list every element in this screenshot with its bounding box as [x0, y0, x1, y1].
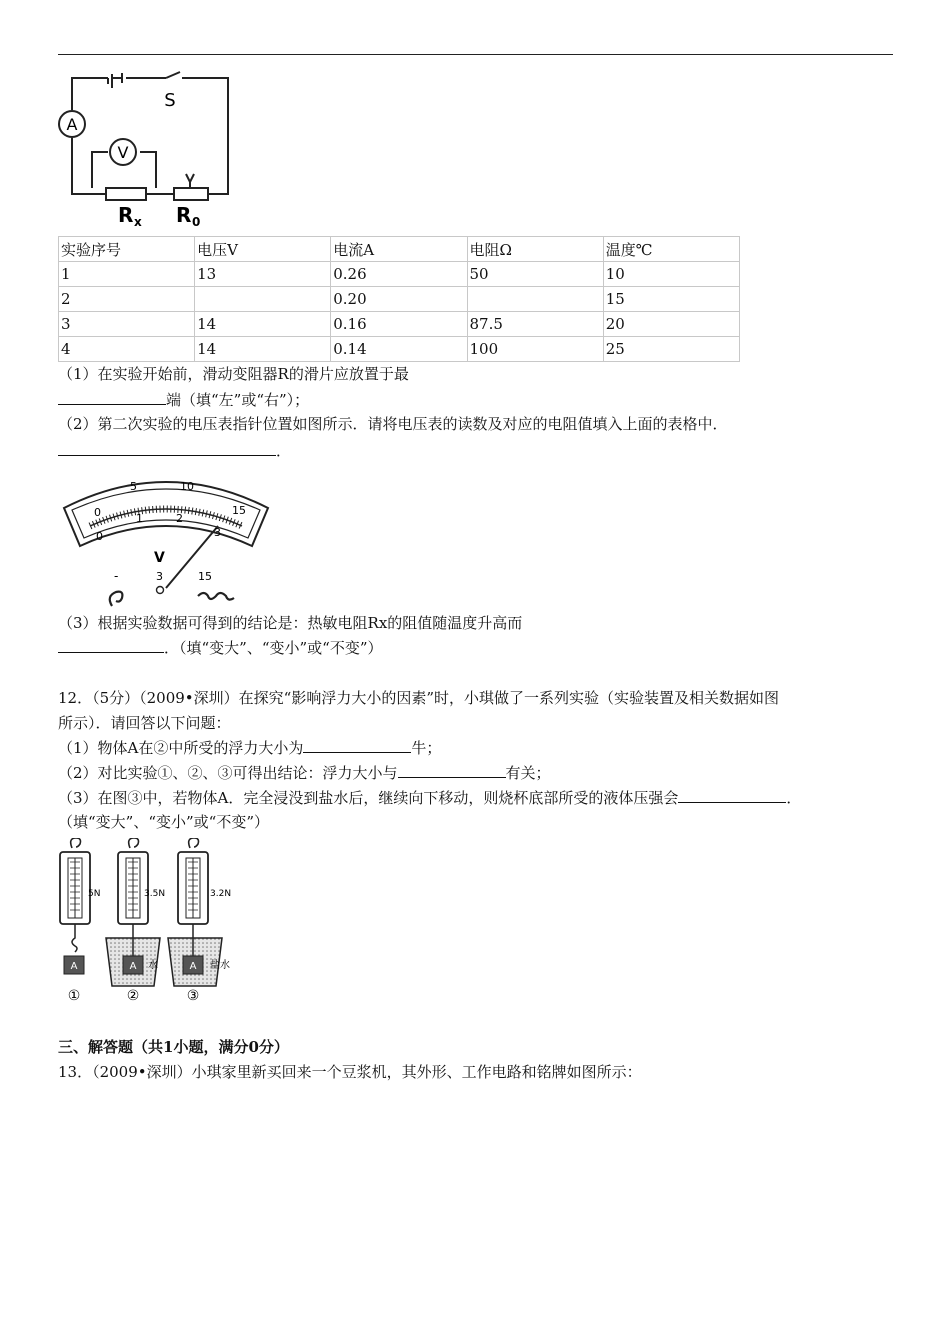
terminal-label-15: 15	[198, 570, 212, 583]
table-cell: 0.14	[331, 337, 467, 362]
table-header-cell: 实验序号	[59, 237, 195, 262]
rx-subscript: x	[134, 215, 142, 229]
q12-part1-text: （1）物体A在②中所受的浮力大小为	[58, 739, 304, 757]
q11-part1-line2	[58, 389, 309, 410]
table-cell: 100	[467, 337, 603, 362]
object-a-label: A	[129, 961, 137, 972]
terminal-label-neg: -	[114, 569, 119, 583]
table-cell: 14	[195, 312, 331, 337]
table-cell	[195, 287, 331, 312]
figure-number: ③	[186, 988, 200, 1004]
balance-3-reading: 3.2N	[210, 889, 232, 899]
q12-part1-tail: 牛；	[411, 739, 442, 757]
table-cell: 0.16	[331, 312, 467, 337]
table-row	[59, 337, 740, 362]
table-row	[59, 287, 740, 312]
table-cell: 4	[59, 337, 195, 362]
balance-3	[168, 838, 231, 1004]
table-cell: 50	[467, 262, 603, 287]
table-cell: 0.26	[331, 262, 467, 287]
dial-upper-tick: 10	[180, 480, 194, 493]
table-row	[59, 312, 740, 337]
q12-part1	[58, 737, 441, 758]
table-cell: 20	[603, 312, 739, 337]
dial-lower-tick: 1	[136, 512, 143, 525]
q12-part3-text: （3）在图③中，若物体A．完全浸没到盐水后，继续向下移动，则烧杯底部所受的液体压强会	[58, 789, 679, 807]
q12-part3-tail: ．	[786, 789, 802, 807]
r0-subscript: 0	[192, 215, 201, 229]
q11-part1-line1: （1）在实验开始前，滑动变阻器R的滑片应放置于最	[58, 365, 409, 383]
q12-part2	[58, 762, 551, 783]
table-cell: 3	[59, 312, 195, 337]
dial-upper-tick: 15	[232, 504, 246, 517]
dial-unit: V	[154, 550, 165, 566]
q11-part3-tail: ．（填“变大”、“变小”或“不变”）	[164, 639, 383, 657]
answer-blank[interactable]	[678, 787, 786, 803]
dial-upper-tick: 0	[94, 506, 101, 519]
q11-part3-line1: （3）根据实验数据可得到的结论是：热敏电阻Rx的阻值随温度升高而	[58, 614, 523, 632]
figure-number: ①	[67, 988, 81, 1004]
q12-stem-line2: 所示）．请回答以下问题：	[58, 714, 231, 732]
liquid-label-brine: 盐水	[210, 960, 230, 971]
object-a-label: A	[70, 961, 78, 972]
balance-2	[106, 838, 165, 1004]
table-header-row	[59, 237, 740, 262]
table-cell: 2	[59, 287, 195, 312]
table-header-cell: 温度℃	[603, 237, 739, 262]
q13-stem: 13．（2009•深圳）小琪家里新买回来一个豆浆机，其外形、工作电路和铭牌如图所示：	[58, 1063, 642, 1081]
answer-blank[interactable]	[398, 762, 506, 778]
q11-part2-end: ．	[276, 442, 292, 460]
table-cell: 15	[603, 287, 739, 312]
r0-label: R	[176, 203, 192, 227]
header-rule	[58, 54, 893, 55]
balance-1	[60, 838, 100, 1004]
q12-part2-tail: 有关；	[505, 764, 551, 782]
table-cell: 10	[603, 262, 739, 287]
answer-blank[interactable]	[58, 389, 166, 405]
answer-blank[interactable]	[58, 440, 276, 456]
q11-part1-tail: 端（填“左”或“右”）；	[166, 391, 310, 409]
q12-stem-line1: 12．（5分）（2009•深圳）在探究“影响浮力大小的因素”时，小琪做了一系列实验（实验装置及相关数据如图	[58, 689, 779, 707]
table-cell: 13	[195, 262, 331, 287]
table-cell: 25	[603, 337, 739, 362]
q12-part2-text: （2）对比实验①、②、③可得出结论：浮力大小与	[58, 764, 398, 782]
table-header-cell: 电阻Ω	[467, 237, 603, 262]
terminal-3	[157, 587, 164, 594]
balance-1-reading: 5N	[88, 889, 101, 899]
balance-2-reading: 3.5N	[144, 889, 166, 899]
voltmeter-label: V	[117, 143, 129, 162]
table-cell: 14	[195, 337, 331, 362]
table-cell: 1	[59, 262, 195, 287]
q12-part3	[58, 787, 801, 808]
table-header-cell: 电流A	[331, 237, 467, 262]
object-a-label: A	[189, 961, 197, 972]
q11-part3-line2	[58, 637, 383, 658]
terminal-label-3: 3	[156, 570, 163, 583]
switch-label: S	[164, 90, 176, 111]
experiment-table	[58, 236, 740, 362]
table-cell	[467, 287, 603, 312]
liquid-label-water: 水	[148, 960, 158, 971]
ammeter-label: A	[66, 115, 78, 134]
voltmeter-dial	[56, 468, 276, 610]
figure-number: ②	[126, 988, 140, 1004]
dial-lower-tick: 3	[214, 526, 221, 539]
q12-part3-hint: （填“变大”、“变小”或“不变”）	[58, 813, 270, 831]
table-header-cell: 电压V	[195, 237, 331, 262]
terminal-neg-wire	[110, 592, 123, 606]
answer-blank[interactable]	[303, 737, 411, 753]
q11-part2-answer	[58, 440, 291, 461]
circuit-diagram	[56, 70, 246, 230]
table-row	[59, 262, 740, 287]
spring-balance-figure	[50, 838, 250, 1008]
table-cell: 87.5	[467, 312, 603, 337]
dial-lower-tick: 0	[96, 530, 103, 543]
section-heading: 三、解答题（共1小题，满分0分）	[58, 1038, 289, 1056]
dial-lower-tick: 2	[176, 512, 183, 525]
q11-part2-line: （2）第二次实验的电压表指针位置如图所示．请将电压表的读数及对应的电阻值填入上面的表格中．	[58, 415, 728, 433]
dial-upper-tick: 5	[130, 480, 137, 493]
rx-label: R	[118, 203, 134, 227]
terminal-15-wire	[198, 593, 234, 600]
rx-resistor	[106, 188, 146, 200]
table-cell: 0.20	[331, 287, 467, 312]
r0-rheostat	[174, 188, 208, 200]
answer-blank[interactable]	[58, 637, 164, 653]
